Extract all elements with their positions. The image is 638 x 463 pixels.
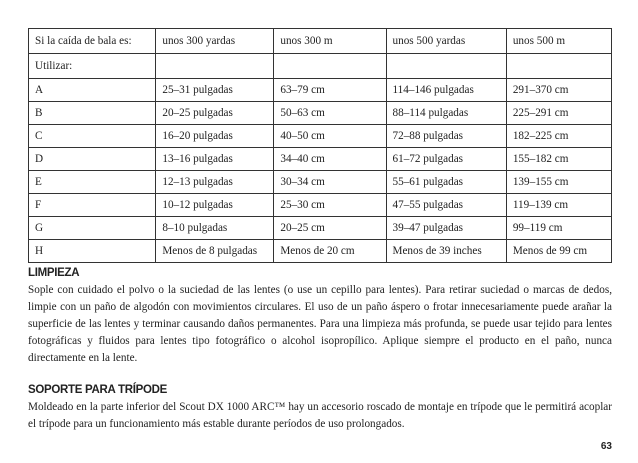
table-header-cell: unos 500 m xyxy=(506,29,611,54)
table-cell: Menos de 99 cm xyxy=(506,240,611,263)
table-cell: 139–155 cm xyxy=(506,171,611,194)
table-cell: 63–79 cm xyxy=(274,79,386,102)
table-cell: D xyxy=(29,148,156,171)
table-cell: 182–225 cm xyxy=(506,125,611,148)
table-cell: 20–25 cm xyxy=(274,217,386,240)
table-cell: 25–31 pulgadas xyxy=(156,79,274,102)
table-cell: 30–34 cm xyxy=(274,171,386,194)
table-use-label: Utilizar: xyxy=(29,54,156,79)
table-header-cell: unos 300 yardas xyxy=(156,29,274,54)
table-row xyxy=(29,148,612,171)
table-header-cell: unos 300 m xyxy=(274,29,386,54)
table-cell: E xyxy=(29,171,156,194)
table-cell: A xyxy=(29,79,156,102)
cleaning-paragraph: Sople con cuidado el polvo o la suciedad de las lentes (o use un cepillo para lentes). Para retirar suciedad o marcas de dedos, limpie con un paño de algodón con movimientos circulares. El uso de un paño áspero o frotar innecesariamente puede arañar la superficie de las lentes y terminar causando daños permanentes. Para una limpieza más profunda, se puede usar tejido para lentes fotográficas y fluidos para lentes tipo fotográfico o alcohol isopropílico. Aplique siempre el producto en el paño, nunca directamente en la lente. xyxy=(28,284,612,364)
table-cell: 225–291 cm xyxy=(506,102,611,125)
table-cell: F xyxy=(29,194,156,217)
tripod-paragraph: Moldeado en la parte inferior del Scout DX 1000 ARC™ hay un accesorio roscado de montaje en trípode que le permitirá acoplar el trípode para un funcionamiento más estable durante períodos de uso prolongados. xyxy=(28,401,612,430)
table-cell: 99–119 cm xyxy=(506,217,611,240)
table-cell: 40–50 cm xyxy=(274,125,386,148)
table-cell: 39–47 pulgadas xyxy=(386,217,506,240)
table-cell: 34–40 cm xyxy=(274,148,386,171)
table-cell: G xyxy=(29,217,156,240)
table-cell: H xyxy=(29,240,156,263)
table-cell: C xyxy=(29,125,156,148)
table-use-row xyxy=(29,54,612,79)
table-cell: 88–114 pulgadas xyxy=(386,102,506,125)
table-cell: 47–55 pulgadas xyxy=(386,194,506,217)
tripod-section xyxy=(28,383,612,433)
table-cell: 119–139 cm xyxy=(506,194,611,217)
table-cell: 55–61 pulgadas xyxy=(386,171,506,194)
table-row xyxy=(29,102,612,125)
table-cell-empty xyxy=(386,54,506,79)
table-cell: Menos de 39 inches xyxy=(386,240,506,263)
table-row xyxy=(29,240,612,263)
table-cell: 12–13 pulgadas xyxy=(156,171,274,194)
table-cell: Menos de 20 cm xyxy=(274,240,386,263)
table-header-cell: Si la caída de bala es: xyxy=(29,29,156,54)
table-cell: 20–25 pulgadas xyxy=(156,102,274,125)
page-number: 63 xyxy=(600,441,612,452)
table-cell: 155–182 cm xyxy=(506,148,611,171)
table-cell-empty xyxy=(156,54,274,79)
table-cell: 61–72 pulgadas xyxy=(386,148,506,171)
cleaning-section xyxy=(28,266,612,367)
table-cell-empty xyxy=(274,54,386,79)
table-cell: 10–12 pulgadas xyxy=(156,194,274,217)
ballistic-table xyxy=(28,28,612,263)
table-cell: 72–88 pulgadas xyxy=(386,125,506,148)
table-cell: B xyxy=(29,102,156,125)
table-cell: 25–30 cm xyxy=(274,194,386,217)
table-cell: 291–370 cm xyxy=(506,79,611,102)
table-cell: 13–16 pulgadas xyxy=(156,148,274,171)
table-cell: Menos de 8 pulgadas xyxy=(156,240,274,263)
table-cell: 114–146 pulgadas xyxy=(386,79,506,102)
table-row xyxy=(29,125,612,148)
cleaning-heading: LIMPIEZA xyxy=(28,267,80,279)
table-header-cell: unos 500 yardas xyxy=(386,29,506,54)
table-header-row xyxy=(29,29,612,54)
table-row xyxy=(29,171,612,194)
table-cell: 50–63 cm xyxy=(274,102,386,125)
ballistic-table-container xyxy=(28,28,612,263)
table-row xyxy=(29,217,612,240)
table-cell-empty xyxy=(506,54,611,79)
table-row xyxy=(29,79,612,102)
table-row xyxy=(29,194,612,217)
table-cell: 8–10 pulgadas xyxy=(156,217,274,240)
tripod-heading: SOPORTE PARA TRÍPODE xyxy=(28,384,168,396)
table-cell: 16–20 pulgadas xyxy=(156,125,274,148)
